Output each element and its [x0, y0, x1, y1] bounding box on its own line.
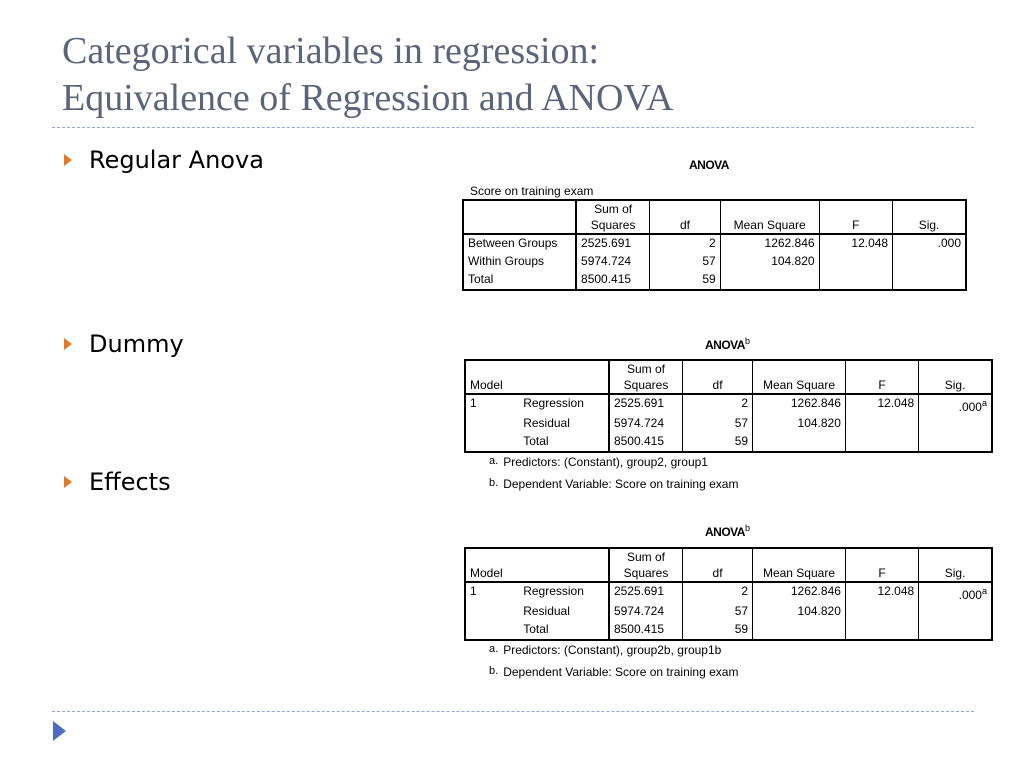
- cell-model-number: [465, 433, 519, 452]
- table-row: [465, 433, 992, 452]
- table2-caption: ANOVA$^b$: [705, 336, 750, 352]
- cell-df: 59: [650, 271, 720, 290]
- anova-table-dummy: [464, 359, 993, 453]
- row-label: Regression: [519, 394, 609, 415]
- cell-sig: [919, 433, 992, 452]
- row-label: Total: [463, 271, 576, 290]
- header-mean-square: Mean Square: [753, 548, 846, 582]
- cell-model-number: [465, 415, 519, 433]
- header-df: df: [683, 360, 753, 394]
- cell-mean-square: [720, 271, 819, 290]
- cell-sig: .000$^a$: [958, 398, 987, 414]
- cell-sum-of-squares: 5974.724: [609, 415, 683, 433]
- cell-f: [819, 253, 893, 271]
- table-row: [465, 621, 992, 640]
- cell-mean-square: [753, 433, 846, 452]
- cell-sig: .000: [937, 236, 961, 250]
- bullet-effects: [64, 468, 171, 496]
- cell-sum-of-squares: 8500.415: [576, 271, 650, 290]
- bullet-dummy: [64, 330, 184, 358]
- table2-footnote-b: b. Dependent Variable: Score on training exam: [489, 477, 739, 491]
- cell-sig: [919, 621, 992, 640]
- cell-model-number: 1: [470, 396, 477, 410]
- cell-sum-of-squares: 8500.415: [609, 621, 683, 640]
- cell-sum-of-squares: 8500.415: [609, 433, 683, 452]
- header-blank: [463, 200, 576, 234]
- header-mean-square: Mean Square: [720, 200, 819, 234]
- bullet-arrow-icon: [64, 476, 72, 488]
- header-sum-of-squares: Sum of Squares: [609, 548, 683, 582]
- cell-mean-square: 104.820: [753, 415, 846, 433]
- header-sig: Sig.: [919, 360, 992, 394]
- cell-df: 59: [683, 433, 753, 452]
- table3-footnote-b: b. Dependent Variable: Score on training exam: [489, 665, 739, 679]
- header-df: df: [683, 548, 753, 582]
- row-label: Between Groups: [463, 234, 576, 253]
- header-f: F: [845, 548, 918, 582]
- cell-df: 59: [683, 621, 753, 640]
- cell-f: [845, 603, 918, 621]
- cell-f: 12.048: [819, 234, 893, 253]
- cell-f: [845, 415, 918, 433]
- cell-model-number: [465, 621, 519, 640]
- cell-mean-square: [753, 621, 846, 640]
- cell-sum-of-squares: 2525.691: [609, 582, 683, 603]
- footer-divider: [52, 711, 974, 712]
- row-label: Residual: [519, 603, 609, 621]
- table2-footnote-a: a. Predictors: (Constant), group2, group1: [489, 455, 708, 469]
- cell-model-number: [465, 603, 519, 621]
- bullet-label: Regular Anova: [89, 146, 264, 174]
- footer-arrow-icon: [53, 721, 66, 741]
- header-model: Model: [465, 548, 519, 582]
- cell-model-number: 1: [470, 584, 477, 598]
- row-label: Total: [519, 621, 609, 640]
- cell-mean-square: 1262.846: [720, 234, 819, 253]
- table-row: [465, 603, 992, 621]
- table-row: [465, 582, 992, 603]
- cell-f: 12.048: [845, 394, 918, 415]
- table1-dependent-label: Score on training exam: [470, 184, 594, 198]
- header-f: F: [819, 200, 893, 234]
- cell-sum-of-squares: 5974.724: [576, 253, 650, 271]
- cell-sig: [919, 415, 992, 433]
- title-divider: [52, 127, 974, 128]
- cell-f: 12.048: [845, 582, 918, 603]
- table3-caption: ANOVA$^b$: [705, 523, 750, 539]
- cell-sum-of-squares: 2525.691: [576, 234, 650, 253]
- cell-df: 2: [683, 582, 753, 603]
- table1-caption: ANOVA: [689, 158, 729, 172]
- table-row: [465, 415, 992, 433]
- cell-df: 2: [650, 234, 720, 253]
- bullet-arrow-icon: [64, 338, 72, 350]
- table-row: [463, 271, 966, 290]
- bullet-regular-anova: [64, 146, 264, 174]
- row-label: Within Groups: [463, 253, 576, 271]
- cell-mean-square: 104.820: [753, 603, 846, 621]
- cell-sig: .000$^a$: [958, 586, 987, 602]
- cell-df: 57: [683, 415, 753, 433]
- slide-title-line-2: Equivalence of Regression and ANOVA: [62, 77, 674, 119]
- cell-sig: [919, 603, 992, 621]
- header-f: F: [845, 360, 918, 394]
- cell-mean-square: 1262.846: [753, 394, 846, 415]
- table3-footnote-a: a. Predictors: (Constant), group2b, group1b: [489, 643, 722, 657]
- cell-mean-square: 1262.846: [753, 582, 846, 603]
- cell-sum-of-squares: 5974.724: [609, 603, 683, 621]
- row-label: Regression: [519, 582, 609, 603]
- anova-table-effects: [464, 547, 993, 641]
- row-label: Total: [519, 433, 609, 452]
- cell-mean-square: 104.820: [720, 253, 819, 271]
- cell-sig: [893, 271, 966, 290]
- header-sig: Sig.: [893, 200, 966, 234]
- header-model: Model: [465, 360, 519, 394]
- cell-df: 2: [683, 394, 753, 415]
- cell-df: 57: [650, 253, 720, 271]
- cell-f: [845, 433, 918, 452]
- header-df: df: [650, 200, 720, 234]
- header-sum-of-squares: Sum of Squares: [576, 200, 650, 234]
- header-mean-square: Mean Square: [753, 360, 846, 394]
- anova-table-regular: [462, 199, 967, 291]
- table-row: [463, 234, 966, 253]
- header-sig: Sig.: [919, 548, 992, 582]
- cell-f: [819, 271, 893, 290]
- cell-f: [845, 621, 918, 640]
- header-blank: [519, 360, 609, 394]
- cell-sum-of-squares: 2525.691: [609, 394, 683, 415]
- slide-title-line-1: Categorical variables in regression:: [62, 30, 600, 72]
- table-row: [463, 253, 966, 271]
- bullet-label: Effects: [89, 468, 171, 496]
- cell-df: 57: [683, 603, 753, 621]
- cell-sig: [893, 253, 966, 271]
- bullet-label: Dummy: [89, 330, 184, 358]
- table-row: [465, 394, 992, 415]
- slide-title: [62, 28, 982, 122]
- row-label: Residual: [519, 415, 609, 433]
- bullet-arrow-icon: [64, 154, 72, 166]
- header-blank: [519, 548, 609, 582]
- header-sum-of-squares: Sum of Squares: [609, 360, 683, 394]
